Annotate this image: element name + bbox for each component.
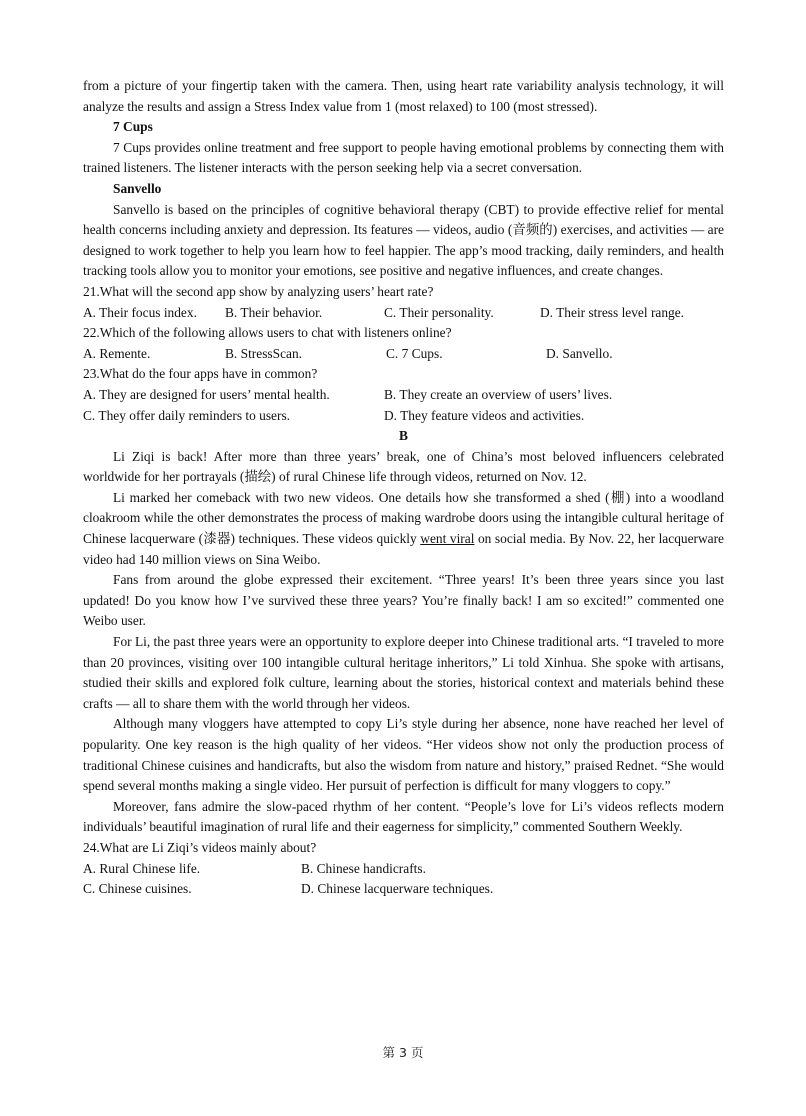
option-c: C. They offer daily reminders to users. <box>83 407 291 423</box>
question-23-options-row1 <box>83 385 724 406</box>
paragraph-b5: Although many vloggers have attempted to copy Li’s style during her absence, none have reached her level of popularity. One key reason is the high quality of her videos. “Her videos show not only the production process of traditional Chinese cuisines and handicrafts, but also the wisdom from nature and history,” praised Rednet. “She would spend several months making a single video. Her pursuit of perfection is difficult for many vloggers to copy.” <box>83 716 724 794</box>
question-23: 23.What do the four apps have in common? <box>83 366 318 382</box>
option-c: C. Chinese cuisines. <box>83 881 192 897</box>
option-d: D. Sanvello. <box>546 345 613 361</box>
paragraph-remente-continued: from a picture of your fingertip taken with the camera. Then, using heart rate variability analysis technology, it will analyze the results and assign a Stress Index value from 1 (most relaxed) to 100 (most stressed). <box>83 78 724 114</box>
document-page <box>83 76 724 900</box>
question-21: 21.What will the second app show by analyzing users’ heart rate? <box>83 283 434 299</box>
option-c: C. Their personality. <box>384 304 494 320</box>
question-24-options-row2 <box>83 879 724 900</box>
paragraph-b2-start: Li marked her comeback with two new videos. One details how she transformed a shed (棚) into a woodland cloakroom while the other demonstrates the process of making wardrobe doors using the intangible cultural heritage of Chinese lacquerware (漆器) techniques. These videos quickly <box>83 489 724 547</box>
option-c: C. 7 Cups. <box>386 345 443 361</box>
paragraph-sanvello: Sanvello is based on the principles of cognitive behavioral therapy (CBT) to provide effective relief for mental health concerns including anxiety and depression. Its features — videos, audio (音频的) exercises, and activities — are designed to work together to help you learn how to feel happier. The app’s mood tracking, daily reminders, and health tracking tools allow you to monitor your emotions, see positive and negative influences, and create changes. <box>83 201 724 279</box>
heading-7-cups: 7 Cups <box>113 119 153 135</box>
question-22-options <box>83 344 724 365</box>
question-23-options-row2 <box>83 406 724 427</box>
paragraph-b6: Moreover, fans admire the slow-paced rhythm of her content. “People’s love for Li’s videos reflects modern individuals’ beautiful imagination of rural life and their eagerness for simplicity,” commented Southern Weekly. <box>83 798 724 835</box>
question-21-options <box>83 303 724 324</box>
question-22: 22.Which of the following allows users to chat with listeners online? <box>83 325 452 341</box>
question-24: 24.What are Li Ziqi’s videos mainly about? <box>83 839 317 855</box>
option-a: A. Rural Chinese life. <box>83 860 201 876</box>
option-b: B. StressScan. <box>225 345 302 361</box>
option-d: D. Chinese lacquerware techniques. <box>301 881 494 897</box>
paragraph-b1: Li Ziqi is back! After more than three years’ break, one of China’s most beloved influencers celebrated worldwide for her portrayals (描绘) of rural Chinese life through videos, returned on Nov. 12. <box>83 448 724 485</box>
paragraph-b2-end: on social media. By Nov. 22, her lacquerware video had 140 million views on Sina Weibo. <box>83 531 725 567</box>
paragraph-b4: For Li, the past three years were an opportunity to explore deeper into Chinese traditional arts. “I traveled to more than 20 provinces, visiting over 100 intangible cultural heritage inheritors,” Li told Xinhua. She spoke with artisans, studied their skills and explored folk culture, learning about the stories, historical context and materials behind these crafts — all to share them with the world through her videos. <box>83 634 724 711</box>
option-b: B. Their behavior. <box>225 304 323 320</box>
option-d: D. Their stress level range. <box>540 304 685 320</box>
paragraph-7-cups: 7 Cups provides online treatment and free support to people having emotional problems by connecting them with trained listeners. The listener interacts with the person seeking help via a secret conversation. <box>83 139 724 176</box>
underlined-phrase: went viral <box>420 531 475 547</box>
option-a: A. Their focus index. <box>83 304 197 320</box>
section-b-heading: B <box>399 428 408 444</box>
heading-sanvello: Sanvello <box>113 180 162 196</box>
option-a: A. Remente. <box>83 345 151 361</box>
option-a: A. They are designed for users’ mental health. <box>83 386 330 402</box>
question-24-options-row1 <box>83 859 724 880</box>
option-b: B. They create an overview of users’ lives. <box>384 386 613 402</box>
paragraph-b2 <box>83 488 724 570</box>
option-b: B. Chinese handicrafts. <box>301 860 426 876</box>
paragraph-b3: Fans from around the globe expressed their excitement. “Three years! It’s been three years since you last updated! Do you know how I’ve survived these three years? You’re finally back! I am so excited!” commented one Weibo user. <box>83 572 724 629</box>
page-number: 第 3 页 <box>382 1045 424 1060</box>
option-d: D. They feature videos and activities. <box>384 407 585 423</box>
